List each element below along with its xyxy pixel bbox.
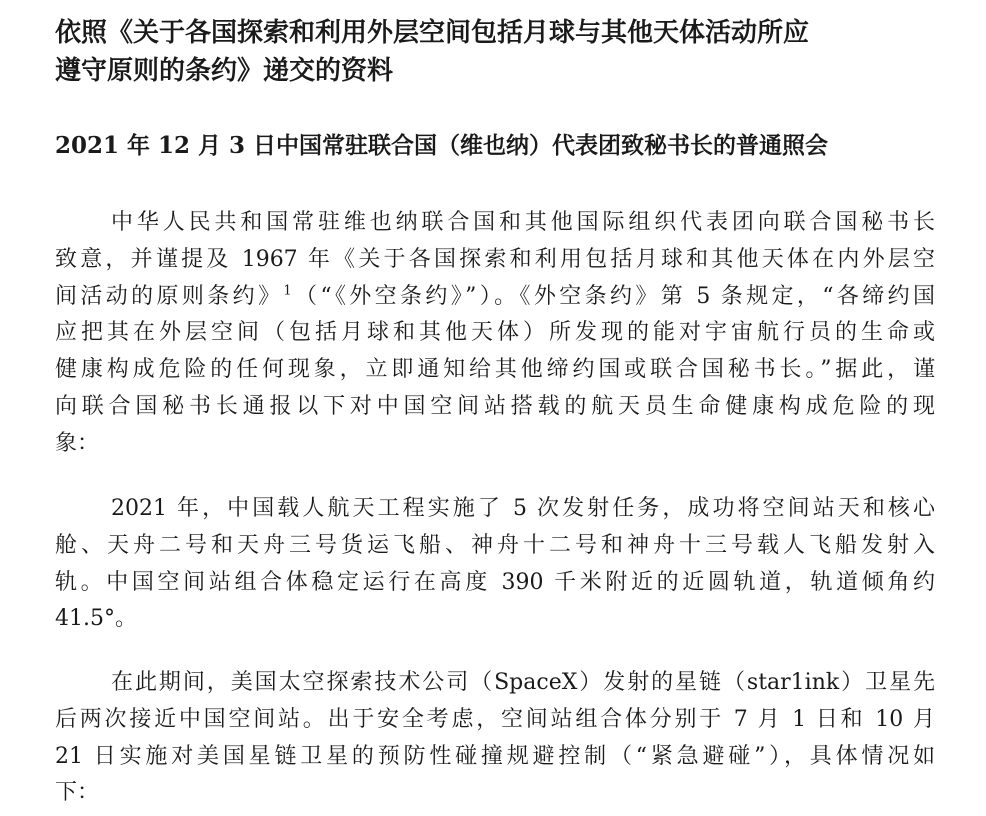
document-title [55,14,955,90]
paragraph-line: 轨。中国空间站组合体稳定运行在高度 390 千米附近的近圆轨道，轨道倾角约 [55,569,935,595]
title-line: 依照《关于各国探索和利用外层空间包括月球与其他天体活动所应 [55,18,810,48]
paragraph-line-with-footnote [55,279,935,316]
paragraph-line: 舱、天舟二号和天舟三号货运飞船、神舟十二号和神舟十三号载人飞船发射入 [55,532,935,558]
paragraph-line: 下： [55,780,100,806]
document-subtitle: 2021 年 12 月 3 日中国常驻联合国（维也纳）代表团致秘书长的普通照会 [55,132,829,159]
paragraph-line: 41.5°。 [55,606,137,632]
paragraph-line: 应把其在外层空间（包括月球和其他天体）所发现的能对宇宙航行员的生命或 [55,320,935,346]
paragraph-line: 在此期间，美国太空探索技术公司（SpaceX）发射的星链（star1ink）卫星先 [111,670,935,695]
paragraph-line: 中华人民共和国常驻维也纳联合国和其他国际组织代表团向联合国秘书长 [111,210,935,235]
treaty-article-text: （“《外空条约》”）。《外空条约》第 5 条规定，“各缔约国 [291,283,935,309]
paragraph-line: 象： [55,430,100,456]
paragraph-line: 健康构成危险的任何现象，立即通知给其他缔约国或联合国秘书长。”据此，谨 [55,357,935,383]
paragraph-line: 致意，并谨提及 1967 年《关于各国探索和利用包括月球和其他天体在内外层空 [55,246,935,272]
paragraph-starlink-approach [55,665,935,812]
paragraph-line: 向联合国秘书长通报以下对中国空间站搭载的航天员生命健康构成危险的现 [55,393,935,419]
title-line: 遵守原则的条约》递交的资料 [55,56,394,86]
paragraph-note-verbale [55,205,935,463]
paragraph-launch-missions [55,491,935,638]
paragraph-line: 后两次接近中国空间站。出于安全考虑，空间站组合体分别于 7 月 1 日和 10 月 [55,706,935,732]
paragraph-line: 2021 年，中国载人航天工程实施了 5 次发射任务，成功将空间站天和核心 [111,496,935,521]
paragraph-line: 21 日实施对美国星链卫星的预防性碰撞规避控制（“紧急避碰”），具体情况如 [55,743,935,769]
footnote-marker: 1 [283,283,292,299]
treaty-name-text: 间活动的原则条约》 [55,283,284,309]
